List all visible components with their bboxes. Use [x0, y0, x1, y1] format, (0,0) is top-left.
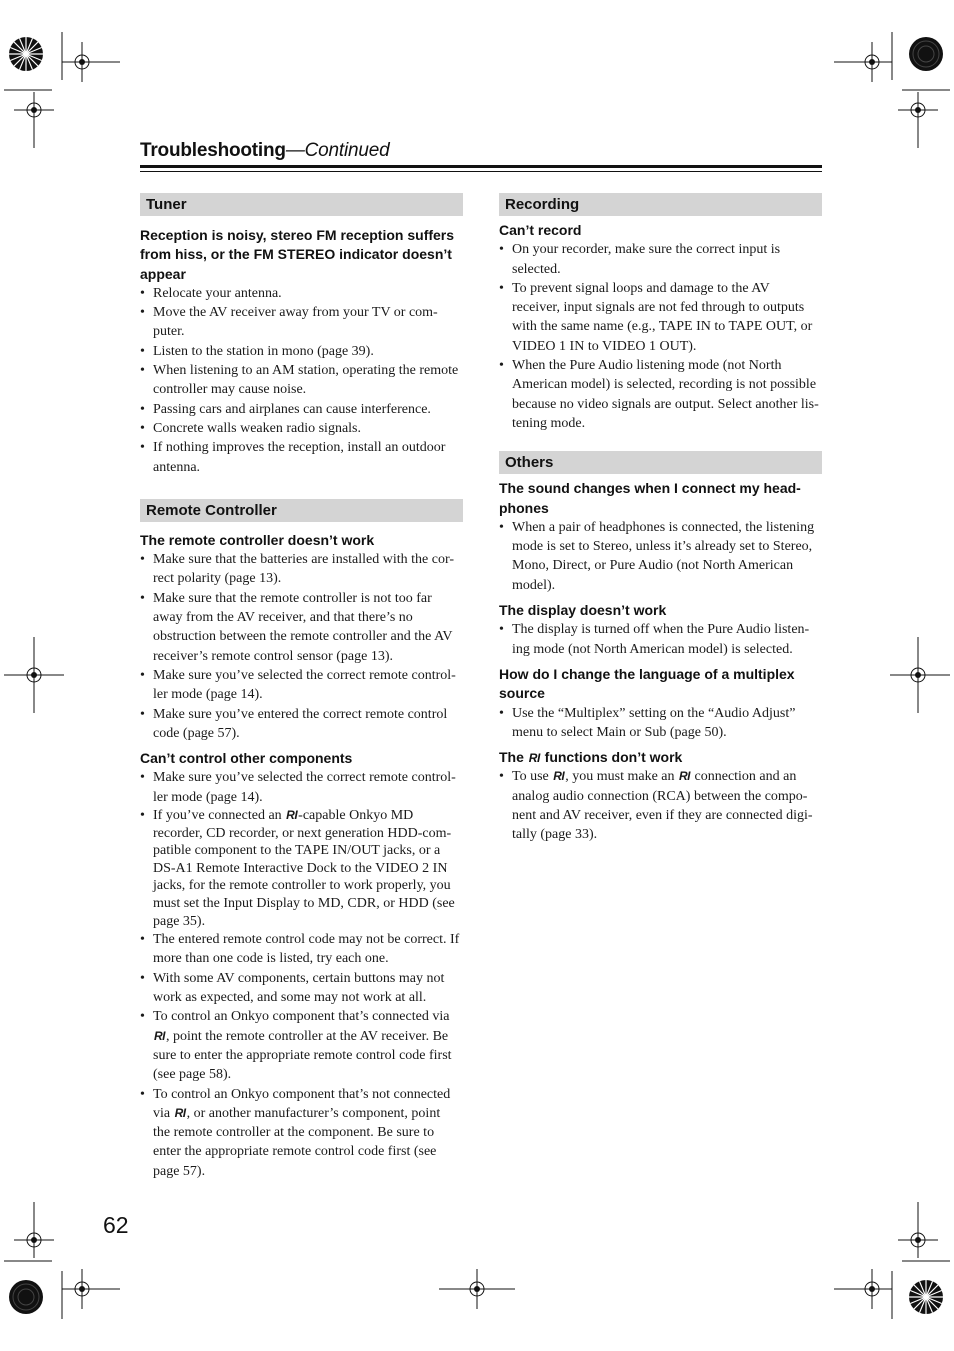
question-display-doesnt-work: The display doesn’t work — [499, 602, 667, 619]
list-item: • When a pair of headphones is connected, the listening mode is set to Stereo, unless it’s already set to Stereo, Mono, Direct, or Pure Audio (not North American model). — [499, 519, 815, 593]
question-sound-changes-headphones: The sound changes when I connect my head-phones — [499, 480, 801, 516]
page-title — [140, 138, 822, 164]
question-remote-doesnt-work: The remote controller doesn’t work — [140, 531, 375, 548]
right-column — [499, 193, 822, 845]
list-item: • Passing cars and airplanes can cause interference. — [140, 401, 431, 417]
section-heading-tuner: Tuner — [140, 193, 463, 216]
ri-logo-icon: RI — [528, 751, 540, 766]
list-item: • If nothing improves the reception, install an outdoor antenna. — [140, 440, 446, 475]
page-title-main: Troubleshooting — [140, 140, 286, 161]
section-heading-remote-controller: Remote Controller — [140, 499, 463, 522]
page-number: 62 — [103, 1212, 129, 1238]
list-item: • If you’ve connected an RI-capable Onkyo MD recorder, CD recorder, or next generation HDD-com- patible component to the TAPE IN/OUT jacks, or a DS-A1 Remote Interactive Dock to the VIDEO 2 IN jacks, for the remote controller to work properly, you must set the Input Display to MD, CDR, or HDD (see page 35). — [140, 808, 455, 929]
list-item: • Make sure that the remote controller is not too far away from the AV receiver, and that there’s no obstruction between the remote controller and the AV receiver’s remote control sensor (page 13). — [140, 590, 453, 664]
list-item: • Make sure you’ve selected the correct remote control- ler mode (page 14). — [140, 770, 456, 805]
list-item: • Make sure you’ve entered the correct remote control code (page 57). — [140, 706, 448, 741]
list-item: • Listen to the station in mono (page 39). — [140, 343, 374, 359]
question-fm-reception-noisy: Reception is noisy, stereo FM reception suffers from hiss, or the FM STEREO indicator doesn’t appear — [140, 227, 455, 282]
header-rule-thick — [140, 165, 822, 168]
section-heading-others: Others — [499, 451, 822, 474]
question-cant-control-components: Can’t control other components — [140, 750, 353, 767]
ri-logo-icon: RI — [679, 769, 691, 784]
sunburst-mark-tl — [9, 37, 43, 71]
section-heading-recording: Recording — [499, 193, 822, 216]
question-cant-record: Can’t record — [499, 222, 582, 238]
list-item: • Relocate your antenna. — [140, 285, 282, 301]
list-item: • When listening to an AM station, operating the remote controller may cause noise. — [140, 363, 459, 398]
list-item: • The entered remote control code may not be correct. If more than one code is listed, try each one. — [140, 932, 460, 967]
list-item: • To control an Onkyo component that’s not connected via RI, or another manufacturer’s component, point the remote controller at the component. Be sure to enter the appropriate remote control code first (see page 57). — [140, 1086, 451, 1179]
ri-logo-icon: RI — [553, 769, 565, 784]
list-item: • The display is turned off when the Pure Audio listen- ing mode (not North American model) is selected. — [499, 622, 810, 657]
control-components-list — [140, 768, 463, 1181]
list-item: • Concrete walls weaken radio signals. — [140, 420, 361, 436]
header-rule-thin — [140, 171, 822, 172]
page-header — [140, 138, 822, 164]
sunburst-mark-br — [909, 1280, 943, 1314]
tuner-solutions-list — [140, 284, 463, 477]
list-item: • To control an Onkyo component that’s connected via RI, point the remote controller at the AV receiver. Be sure to enter the appropriate remote control code first (see page 58). — [140, 1009, 452, 1083]
question-multiplex-language: How do I change the language of a multiplex source — [499, 665, 795, 702]
ri-logo-icon: RI — [286, 808, 298, 823]
list-item: • Make sure that the batteries are installed with the cor- rect polarity (page 13). — [140, 552, 454, 587]
list-item: • When the Pure Audio listening mode (not North American model) is selected, recording is not possible because no video signals are output. Select another lis- tening mode. — [499, 358, 819, 431]
list-item: • With some AV components, certain buttons may not work as expected, and some may not work at all. — [140, 970, 445, 1006]
ri-logo-icon: RI — [174, 1105, 186, 1120]
left-column — [140, 193, 463, 1181]
remote-solutions-list — [140, 550, 463, 743]
list-item: • Use the “Multiplex” setting on the “Audio Adjust” menu to select Main or Sub (page 50). — [499, 705, 796, 740]
recording-solutions-list — [499, 240, 822, 433]
ri-logo-icon: RI — [154, 1028, 165, 1043]
sunburst-mark-tr — [909, 37, 943, 71]
list-item: • To prevent signal loops and damage to the AV receiver, input signals are not fed through to outputs with the same name (e.g., TAPE IN to TAPE OUT, or VIDEO 1 IN to VIDEO 1 OUT). — [499, 280, 813, 354]
list-item: • Move the AV receiver away from your TV or com- puter. — [140, 305, 438, 340]
multiplex-solutions-list — [499, 704, 822, 743]
ri-solutions-list — [499, 767, 822, 844]
list-item: • On your recorder, make sure the correct input is selected. — [499, 242, 781, 277]
list-item: • Make sure you’ve selected the correct remote control- ler mode (page 14). — [140, 667, 456, 703]
headphones-solutions-list — [499, 518, 822, 595]
sunburst-mark-bl — [9, 1280, 43, 1314]
display-solutions-list — [499, 620, 822, 659]
list-item: • To use RI, you must make an RI connection and an analog audio connection (RCA) between the compo- nent and AV receiver, even if they are connected digi- tally (page 33). — [499, 769, 813, 843]
page-title-continued: —Continued — [285, 140, 390, 161]
question-ri-functions-dont-work: The RI functions don’t work — [499, 749, 683, 766]
